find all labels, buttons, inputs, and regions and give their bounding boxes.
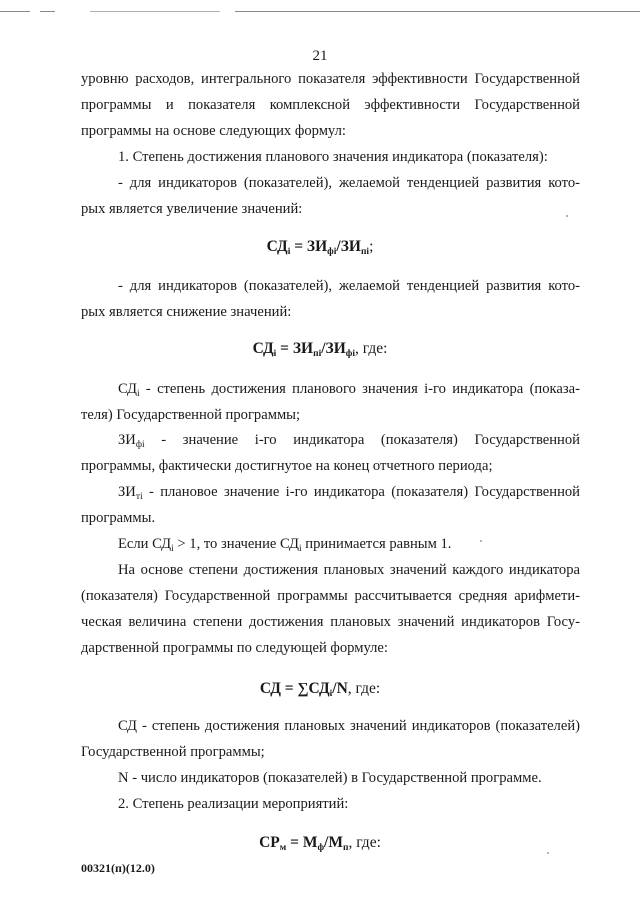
page-number: 21 <box>312 48 328 64</box>
text-line: уровню расходов, интегрального показателя эффективности Государственной <box>81 71 580 87</box>
text-line: теля) Государственной программы; <box>81 407 301 423</box>
formula-average: СД = $\sum СД_i/N$, где: <box>259 680 381 699</box>
text-line: 1. Степень достижения планового значения индикатора (показателя): <box>118 149 548 165</box>
text-line: программы. <box>81 510 156 526</box>
formula-increase: $СД_i = ЗИ_{фi}/ЗИ_{пi}$; <box>266 238 374 257</box>
text-line: СД - степень достижения плановых значений индикаторов (показателей) <box>118 718 580 734</box>
text-line: программы и показателя комплексной эффективности Государственной <box>81 97 580 113</box>
text-line: программы, фактически достигнутое на конец отчетного периода; <box>81 458 493 474</box>
text-line: рых является снижение значений: <box>81 304 292 320</box>
rule-cap: Если $СД_i > 1$, то значение $СД_i$ принимается равным 1. <box>118 536 452 554</box>
definition-zi-plan: $ЗИ_{тi}$ - плановое значение i-го индикатора (показателя) Государственной <box>118 484 580 502</box>
formula-decrease: $СД_i = ЗИ_{пi}/ЗИ_{фi}$, где: <box>252 340 388 359</box>
text-line: (показателя) Государственной программы рассчитывается средняя арифмети- <box>81 588 580 604</box>
document-code: 00321(п)(12.0) <box>81 861 155 875</box>
text-line: ческая величина степени достижения плановых значений индикаторов Госу- <box>81 614 580 630</box>
definition-zi-fact: $ЗИ_{фi}$ - значение i-го индикатора (показателя) Государственной <box>118 432 580 450</box>
text-line: - для индикаторов (показателей), желаемой тенденцией развития кото- <box>118 175 580 191</box>
text-line: - для индикаторов (показателей), желаемой тенденцией развития кото- <box>118 278 580 294</box>
scan-speck <box>547 852 549 854</box>
text-line: 2. Степень реализации мероприятий: <box>118 796 349 812</box>
scan-speck <box>566 215 568 217</box>
definition-sdi: $СД_i$ - степень достижения планового значения i-го индикатора (показа- <box>118 381 580 399</box>
scan-speck <box>480 540 482 542</box>
text-line: дарственной программы по следующей формуле: <box>81 640 388 656</box>
scan-top-edge-line <box>0 11 640 12</box>
text-line: Государственной программы; <box>81 744 265 760</box>
text-line: На основе степени достижения плановых значений каждого индикатора <box>118 562 580 578</box>
text-line: программы на основе следующих формул: <box>81 123 346 139</box>
text-line: рых является увеличение значений: <box>81 201 303 217</box>
text-line: N - число индикаторов (показателей) в Государственной программе. <box>118 770 542 786</box>
formula-measures: $СР_м = М_ф/М_п$, где: <box>259 834 381 853</box>
